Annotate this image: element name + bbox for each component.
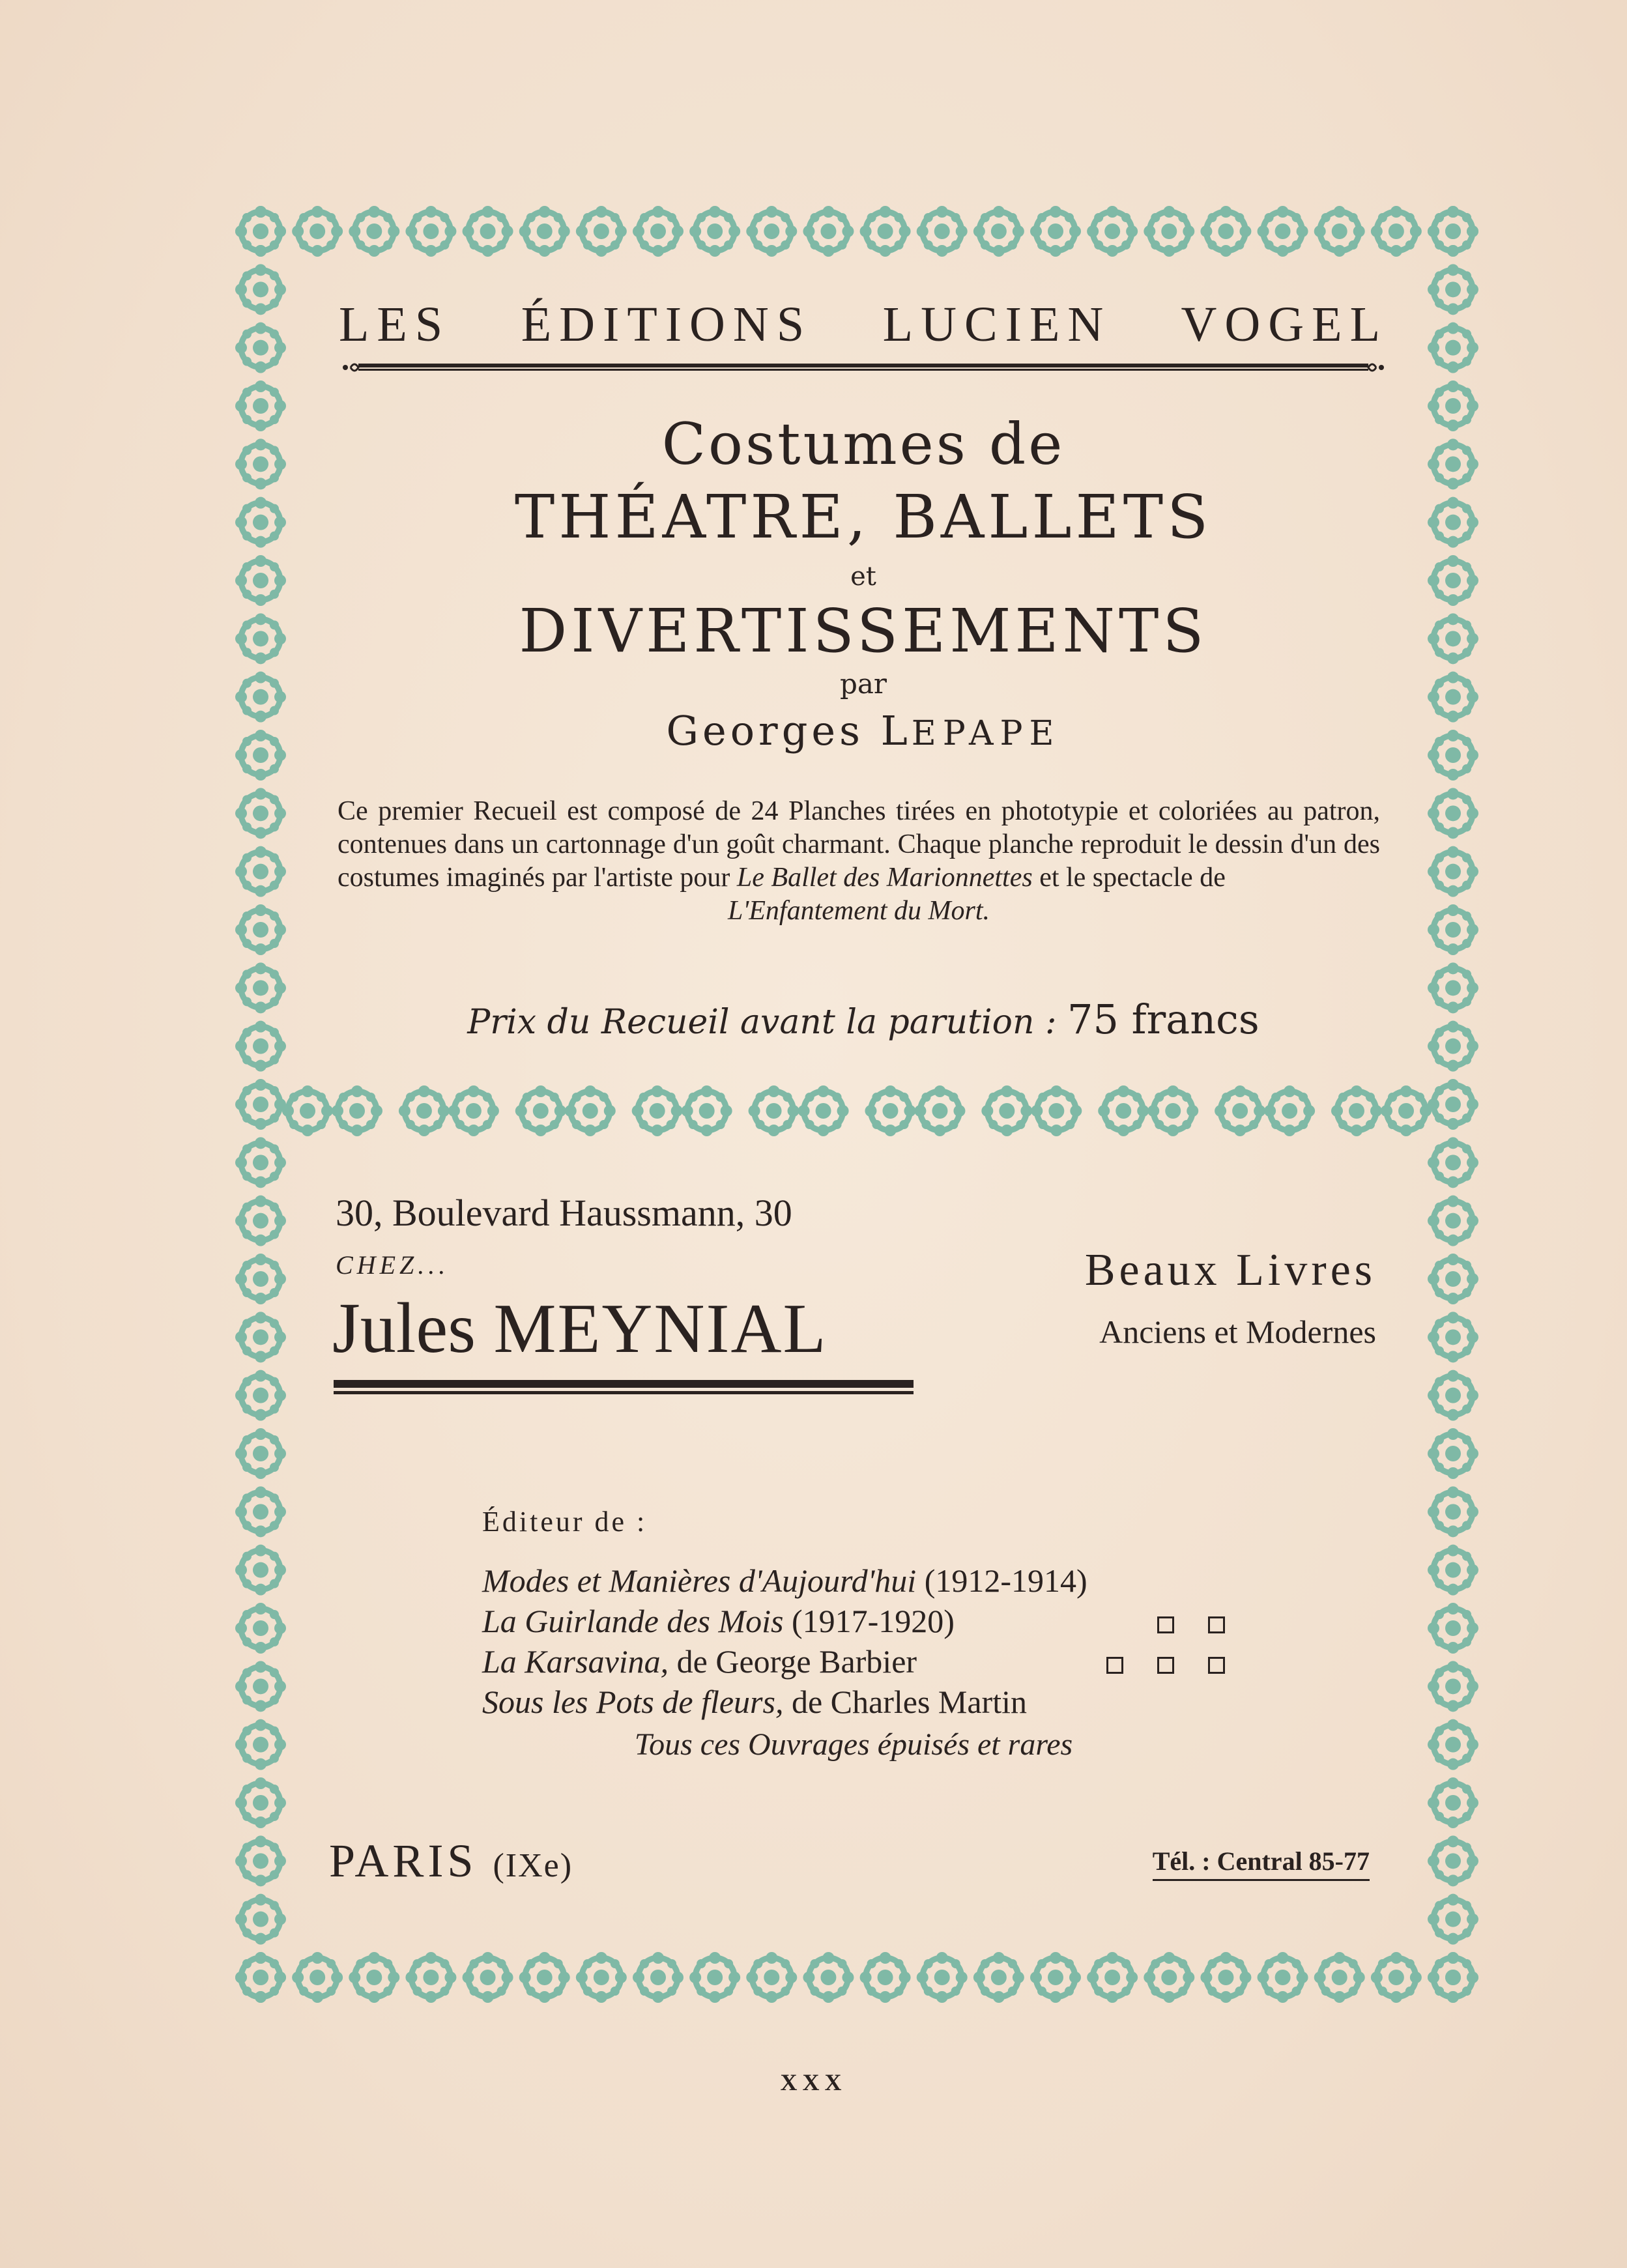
work-title-line1: Costumes de <box>661 410 1065 478</box>
border-rosette-right <box>1428 1545 1478 1596</box>
work-item-detail: (1917-1920) <box>783 1603 955 1639</box>
work-item <box>482 1641 1225 1682</box>
work-item-text <box>482 1641 917 1682</box>
square-ornament <box>1208 1616 1225 1633</box>
work-title-line3: DIVERTISSEMENTS <box>519 596 1208 666</box>
border-rosette-left <box>235 846 286 897</box>
divider-rosette <box>632 1085 683 1136</box>
border-rosette-right <box>1428 846 1478 897</box>
work-description <box>338 795 1380 928</box>
border-rosette-left <box>235 1370 286 1421</box>
border-rosette-left <box>235 438 286 489</box>
bookseller-chez: CHEZ... <box>336 1250 450 1280</box>
border-rosette-bottom <box>405 1952 456 2003</box>
work-price <box>332 996 1394 1043</box>
border-rosette-top <box>576 206 627 257</box>
border-rosette-right <box>1428 1370 1478 1421</box>
border-rosette-right <box>1428 555 1478 606</box>
work-item-detail: de Charles Martin <box>783 1684 1027 1720</box>
work-item-text <box>482 1560 1087 1601</box>
border-rosette-left <box>235 1545 286 1596</box>
author-last-initial: L <box>880 707 912 754</box>
border-rosette-left <box>235 672 286 723</box>
border-rosette-top <box>917 206 968 257</box>
work-item-title: Modes et Manières d'Aujourd'hui <box>482 1562 917 1599</box>
border-rosette-left <box>235 1079 286 1130</box>
border-rosette-left <box>235 1661 286 1712</box>
border-rosette-top <box>689 206 740 257</box>
bookseller-first-name: Jules <box>332 1288 494 1368</box>
editor-label: Éditeur de : <box>482 1506 648 1538</box>
border-rosette-left <box>235 1719 286 1770</box>
divider-rosette <box>448 1085 499 1136</box>
border-rosette-top <box>1030 206 1081 257</box>
border-rosette-left <box>235 1428 286 1479</box>
border-rosette-right <box>1428 1719 1478 1770</box>
work-item-detail: (1912-1914) <box>916 1562 1087 1599</box>
border-rosette-bottom <box>633 1952 684 2003</box>
divider-rosette <box>1381 1085 1432 1136</box>
border-rosette-top <box>519 206 570 257</box>
border-rosette-top <box>860 206 911 257</box>
border-rosette-left <box>235 1777 286 1828</box>
divider-rosette <box>282 1085 333 1136</box>
works-list <box>482 1560 1225 1722</box>
description-part2: et le spectacle de <box>1032 863 1226 893</box>
border-rosette-bottom <box>1200 1952 1251 2003</box>
border-rosette-top <box>1371 206 1422 257</box>
divider-rosette <box>1098 1085 1149 1136</box>
border-rosette-right <box>1428 380 1478 431</box>
bookseller-last-name: MEYNIAL <box>493 1290 828 1368</box>
border-rosette-top <box>1087 206 1138 257</box>
border-rosette-bottom <box>1087 1952 1138 2003</box>
border-rosette-left <box>235 1312 286 1362</box>
border-rosette-right <box>1428 1254 1478 1304</box>
border-rosette-bottom <box>860 1952 911 2003</box>
border-rosette-top <box>803 206 854 257</box>
city-line <box>329 1834 573 1888</box>
publisher-name: LES ÉDITIONS LUCIEN VOGEL <box>339 297 1388 352</box>
work-item <box>482 1560 1225 1601</box>
border-rosette-left <box>235 962 286 1013</box>
border-rosette-top <box>405 206 456 257</box>
square-ornament <box>1157 1657 1174 1674</box>
border-rosette-left <box>235 1021 286 1072</box>
border-rosette-right <box>1428 1312 1478 1362</box>
description-ballet-title: Le Ballet des Marionnettes <box>736 863 1033 893</box>
border-rosette-top <box>1314 206 1365 257</box>
border-rosette-right <box>1428 1835 1478 1886</box>
border-rosette-bottom <box>917 1952 968 2003</box>
author-first: Georges <box>666 707 881 754</box>
border-rosette-bottom <box>1314 1952 1365 2003</box>
bookseller-rule <box>334 1380 914 1397</box>
border-rosette-left <box>235 904 286 955</box>
work-item <box>482 1682 1225 1722</box>
border-rosette-left <box>235 555 286 606</box>
city-district: (IXe) <box>493 1847 573 1884</box>
divider-rosette <box>399 1085 450 1136</box>
border-rosette-right <box>1428 1894 1478 1945</box>
border-rosette-right <box>1428 962 1478 1013</box>
border-rosette-left <box>235 730 286 781</box>
price-unit: francs <box>1118 996 1260 1043</box>
border-rosette-right <box>1428 206 1478 257</box>
border-rosette-right <box>1428 497 1478 548</box>
work-item-text <box>482 1601 955 1641</box>
border-rosette-left <box>235 264 286 315</box>
border-rosette-left <box>235 1196 286 1246</box>
border-rosette-right <box>1428 264 1478 315</box>
page-folio: XXX <box>780 2069 847 2095</box>
border-rosette-bottom <box>1030 1952 1081 2003</box>
border-rosette-top <box>973 206 1024 257</box>
border-rosette-right <box>1428 438 1478 489</box>
square-ornament <box>1157 1616 1174 1633</box>
border-rosette-bottom <box>1144 1952 1194 2003</box>
border-rosette-top <box>1144 206 1194 257</box>
divider-rosette <box>565 1085 616 1136</box>
ornament-squares <box>1123 1601 1225 1641</box>
border-rosette-left <box>235 788 286 839</box>
border-rosette-bottom <box>463 1952 513 2003</box>
border-rosette-left <box>235 497 286 548</box>
border-rosette-right <box>1428 323 1478 373</box>
border-rosette-right <box>1428 788 1478 839</box>
border-rosette-left <box>235 323 286 373</box>
border-rosette-bottom <box>1258 1952 1308 2003</box>
description-enfantement-title: L'Enfantement du Mort. <box>727 896 990 926</box>
border-rosette-left <box>235 1835 286 1886</box>
rare-note: Tous ces Ouvrages épuisés et rares <box>634 1727 1073 1762</box>
divider-rosette <box>981 1085 1032 1136</box>
border-rosette-right <box>1428 1661 1478 1712</box>
phone-number: Tél. : Central 85-77 <box>1153 1846 1370 1881</box>
border-rosette-left <box>235 613 286 664</box>
border-rosette-bottom <box>292 1952 343 2003</box>
publisher-rule <box>339 360 1388 375</box>
work-author <box>332 707 1394 754</box>
border-rosette-top <box>1258 206 1308 257</box>
divider-rosette <box>682 1085 732 1136</box>
border-rosette-right <box>1428 1603 1478 1654</box>
border-rosette-right <box>1428 1777 1478 1828</box>
border-rosette-right <box>1428 1196 1478 1246</box>
work-par: par <box>839 668 887 700</box>
bookseller-name <box>332 1287 827 1370</box>
trade-title: Beaux Livres <box>1084 1245 1376 1295</box>
border-rosette-left <box>235 1603 286 1654</box>
border-rosette-top <box>463 206 513 257</box>
work-item-text <box>482 1682 1027 1722</box>
border-rosette-top <box>292 206 343 257</box>
work-item-title: La Karsavina, <box>482 1643 669 1680</box>
divider-rosette <box>332 1085 382 1136</box>
border-rosette-right <box>1428 1021 1478 1072</box>
square-ornament <box>1208 1657 1225 1674</box>
divider-rosette <box>865 1085 915 1136</box>
ornament-squares <box>1073 1641 1225 1682</box>
divider-rosette <box>515 1085 566 1136</box>
border-rosette-right <box>1428 613 1478 664</box>
border-rosette-left <box>235 380 286 431</box>
border-rosette-left <box>235 1952 286 2003</box>
border-rosette-right <box>1428 904 1478 955</box>
border-rosette-top <box>746 206 797 257</box>
border-rosette-right <box>1428 672 1478 723</box>
divider-rosette <box>749 1085 799 1136</box>
border-rosette-bottom <box>519 1952 570 2003</box>
work-title-line2: THÉATRE, BALLETS <box>514 482 1213 552</box>
bookseller-address: 30, Boulevard Haussmann, 30 <box>336 1192 792 1234</box>
work-item-detail: de George Barbier <box>669 1643 917 1680</box>
divider-rosette <box>1264 1085 1315 1136</box>
border-rosette-top <box>349 206 399 257</box>
divider-rosette <box>798 1085 849 1136</box>
divider-rosette <box>1031 1085 1082 1136</box>
square-ornament <box>1106 1657 1123 1674</box>
divider-rosette <box>1147 1085 1198 1136</box>
work-title-et: et <box>850 562 876 592</box>
price-value: 75 <box>1067 996 1119 1043</box>
city-name: PARIS <box>329 1835 493 1887</box>
divider-rosette <box>1215 1085 1265 1136</box>
border-rosette-bottom <box>746 1952 797 2003</box>
border-rosette-right <box>1428 1079 1478 1130</box>
border-rosette-right <box>1428 1952 1478 2003</box>
border-rosette-bottom <box>973 1952 1024 2003</box>
price-label: Prix du Recueil avant la parution : <box>467 1003 1068 1042</box>
border-rosette-left <box>235 1137 286 1188</box>
divider-rosette <box>1331 1085 1382 1136</box>
description-part1: Ce premier Recueil est composé de 24 Planches tirées en phototypie et coloriées au patron, contenues dans un cartonnage d'un goût charmant. Chaque planche reproduit le dessin d'un des costumes imaginés par l'artiste pour <box>338 796 1380 893</box>
border-rosette-left <box>235 1486 286 1537</box>
border-rosette-bottom <box>803 1952 854 2003</box>
border-rosette-bottom <box>1371 1952 1422 2003</box>
border-rosette-right <box>1428 730 1478 781</box>
border-rosette-right <box>1428 1137 1478 1188</box>
border-rosette-right <box>1428 1428 1478 1479</box>
author-last-rest: EPAPE <box>911 714 1061 753</box>
border-rosette-left <box>235 206 286 257</box>
border-rosette-top <box>633 206 684 257</box>
divider-rosette <box>914 1085 965 1136</box>
border-rosette-bottom <box>349 1952 399 2003</box>
border-rosette-right <box>1428 1486 1478 1537</box>
trade-subtitle: Anciens et Modernes <box>1099 1313 1376 1350</box>
border-rosette-bottom <box>689 1952 740 2003</box>
border-rosette-bottom <box>576 1952 627 2003</box>
work-item <box>482 1601 1225 1641</box>
work-item-title: La Guirlande des Mois <box>482 1603 784 1639</box>
border-rosette-left <box>235 1254 286 1304</box>
border-rosette-left <box>235 1894 286 1945</box>
border-rosette-top <box>1200 206 1251 257</box>
work-item-title: Sous les Pots de fleurs, <box>482 1684 784 1720</box>
